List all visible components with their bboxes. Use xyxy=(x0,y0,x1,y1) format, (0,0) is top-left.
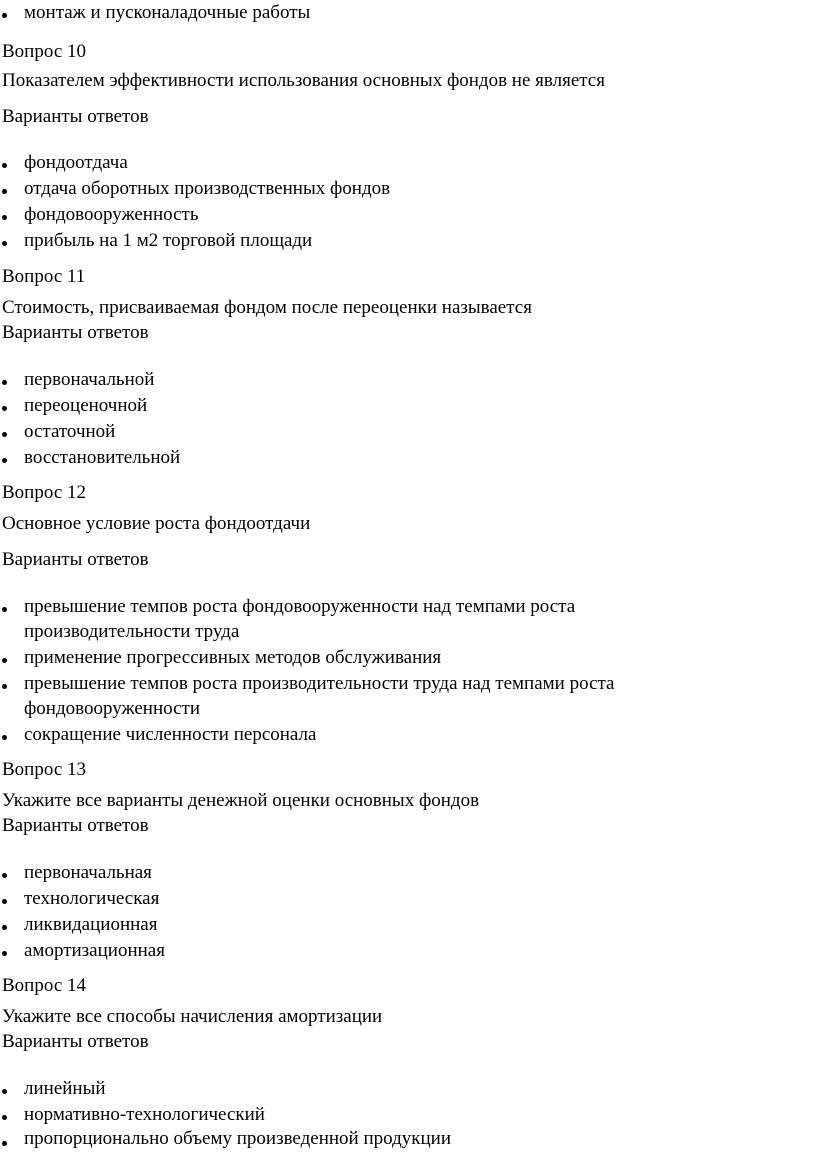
answer-option: нормативно-технологический xyxy=(24,1104,265,1125)
answer-option: первоначальная xyxy=(24,862,152,883)
answer-option-continuation: фондовооруженности xyxy=(24,698,201,719)
answer-option: отдача оборотных производственных фондов xyxy=(24,178,391,199)
answer-option: амортизационная xyxy=(24,940,165,961)
answer-option: сокращение численности персонала xyxy=(24,724,317,745)
list-item: монтаж и пусконаладочные работы xyxy=(24,2,311,23)
answer-option: первоначальной xyxy=(24,369,155,390)
answer-option-continuation: производительности труда xyxy=(24,621,240,642)
answer-option: фондоотдача xyxy=(24,152,128,173)
question-heading: Вопрос 13 xyxy=(2,759,86,780)
question-text: Основное условие роста фондоотдачи xyxy=(2,513,311,534)
bullet-icon xyxy=(2,899,7,904)
bullet-icon xyxy=(2,951,7,956)
answer-option: превышение темпов роста производительности труда над темпами роста xyxy=(24,673,615,694)
bullet-icon xyxy=(2,163,7,168)
answer-option: применение прогрессивных методов обслуживания xyxy=(24,647,442,668)
question-heading: Вопрос 14 xyxy=(2,975,86,996)
bullet-icon xyxy=(2,658,7,663)
bullet-icon xyxy=(2,1141,7,1146)
bullet-icon xyxy=(2,406,7,411)
bullet-icon xyxy=(2,873,7,878)
bullet-icon xyxy=(2,1115,7,1120)
bullet-icon xyxy=(2,607,7,612)
bullet-icon xyxy=(2,215,7,220)
answer-option: превышение темпов роста фондовооруженности над темпами роста xyxy=(24,596,576,617)
bullet-icon xyxy=(2,925,7,930)
answer-option: фондовооруженность xyxy=(24,204,199,225)
bullet-icon xyxy=(2,432,7,437)
answer-option: технологическая xyxy=(24,888,160,909)
answer-option: линейный xyxy=(24,1078,106,1099)
bullet-icon xyxy=(2,189,7,194)
answers-label: Варианты ответов xyxy=(2,322,149,343)
answer-option: остаточной xyxy=(24,421,116,442)
question-heading: Вопрос 12 xyxy=(2,482,86,503)
bullet-icon xyxy=(2,735,7,740)
question-heading: Вопрос 11 xyxy=(2,266,86,287)
question-heading: Вопрос 10 xyxy=(2,41,86,62)
answer-option: переоценочной xyxy=(24,395,148,416)
bullet-icon xyxy=(2,13,7,18)
answer-option: восстановительной xyxy=(24,447,181,468)
question-text: Стоимость, присваиваемая фондом после переоценки называется xyxy=(2,297,532,318)
bullet-icon xyxy=(2,684,7,689)
bullet-icon xyxy=(2,1089,7,1094)
question-text: Показателем эффективности использования основных фондов не является xyxy=(2,70,605,91)
answers-label: Варианты ответов xyxy=(2,549,149,570)
answer-option: ликвидационная xyxy=(24,914,158,935)
bullet-icon xyxy=(2,458,7,463)
bullet-icon xyxy=(2,380,7,385)
question-text: Укажите все варианты денежной оценки основных фондов xyxy=(2,790,480,811)
bullet-icon xyxy=(2,241,7,246)
answer-option: прибыль на 1 м2 торговой площади xyxy=(24,230,313,251)
answers-label: Варианты ответов xyxy=(2,1031,149,1052)
answers-label: Варианты ответов xyxy=(2,815,149,836)
question-text: Укажите все способы начисления амортизации xyxy=(2,1006,383,1027)
answer-option: пропорционально объему произведенной продукции xyxy=(24,1128,451,1149)
answers-label: Варианты ответов xyxy=(2,106,149,127)
